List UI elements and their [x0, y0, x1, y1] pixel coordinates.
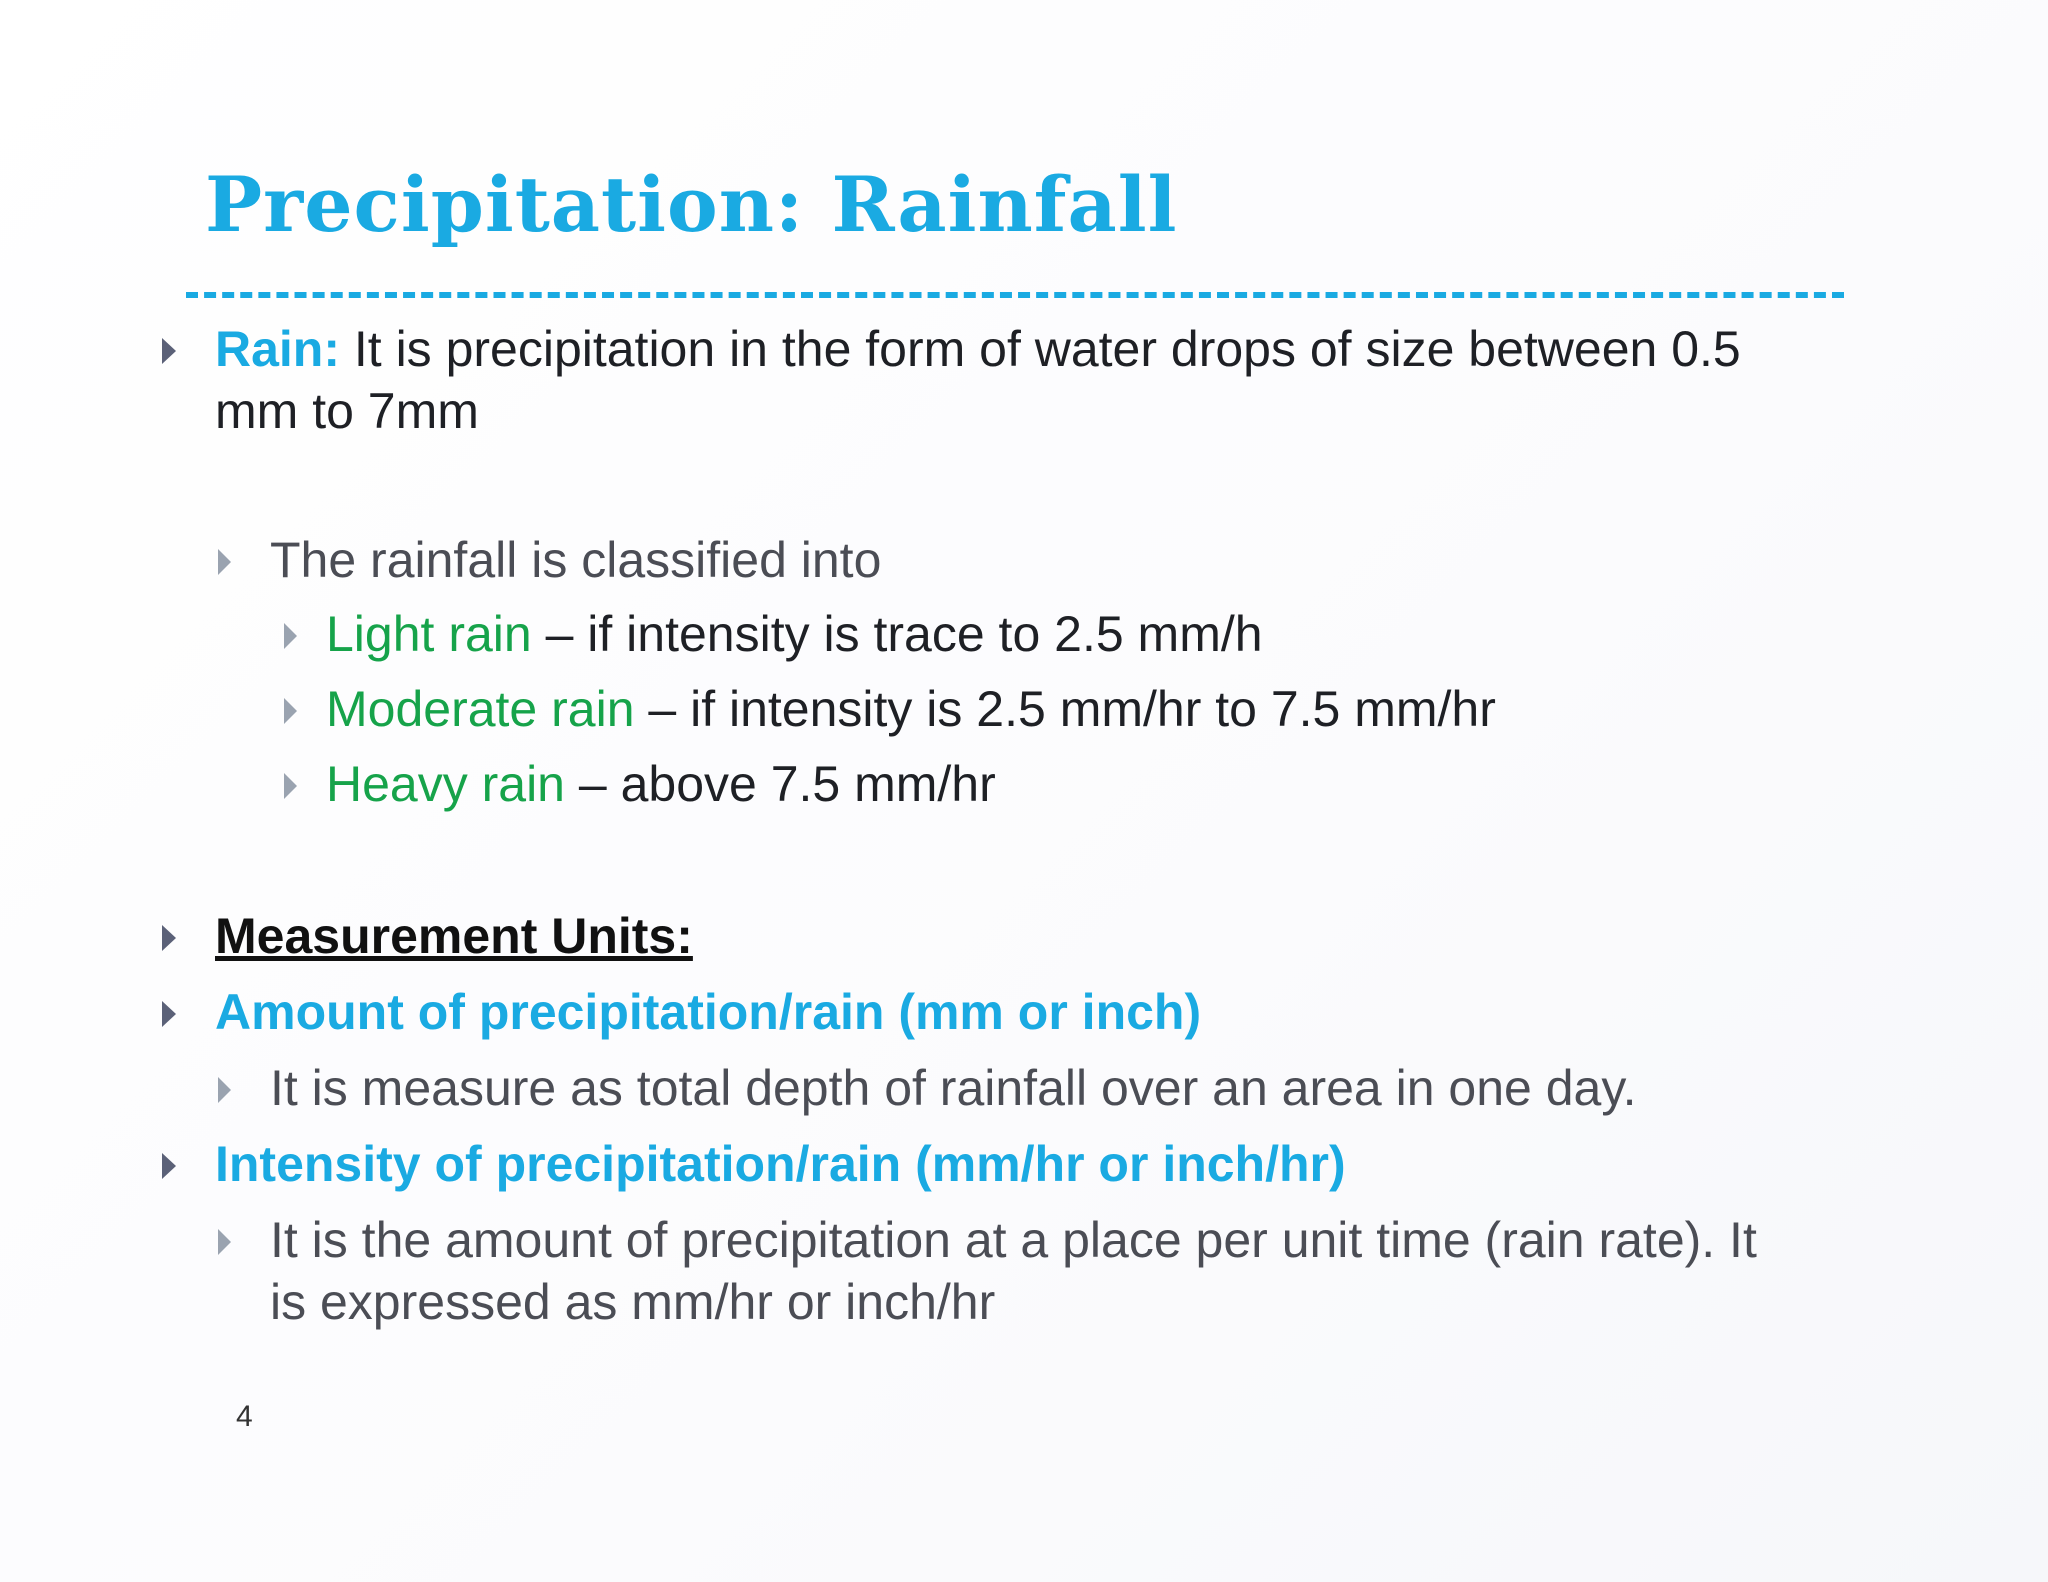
amount-detail: It is measure as total depth of rainfall over an area in one day.: [270, 1060, 1637, 1116]
rain-label: Rain:: [215, 321, 340, 377]
rain-definition-line1: [215, 320, 1741, 378]
triangle-right-icon: [284, 623, 297, 649]
triangle-right-icon: [218, 549, 231, 575]
light-rain-desc: – if intensity is trace to 2.5 mm/h: [531, 606, 1263, 662]
intensity-heading: Intensity of precipitation/rain (mm/hr or inch/hr): [215, 1136, 1346, 1192]
title-divider: [186, 292, 1844, 298]
term-light-rain: Light rain: [326, 606, 532, 662]
list-item-moderate-rain: [326, 680, 1496, 738]
page-number: 4: [236, 1400, 253, 1433]
triangle-right-icon: [218, 1077, 231, 1103]
measurement-units-heading: Measurement Units:: [215, 908, 693, 964]
intensity-detail-line1: It is the amount of precipitation at a place per unit time (rain rate). It: [270, 1212, 1757, 1268]
classified-intro: The rainfall is classified into: [270, 532, 882, 588]
triangle-right-icon: [162, 1153, 176, 1179]
triangle-right-icon: [162, 925, 176, 951]
heavy-rain-desc: – above 7.5 mm/hr: [565, 756, 996, 812]
moderate-rain-desc: – if intensity is 2.5 mm/hr to 7.5 mm/hr: [634, 681, 1496, 737]
triangle-right-icon: [162, 1001, 176, 1027]
triangle-right-icon: [218, 1229, 231, 1255]
rain-text: It is precipitation in the form of water drops of size between 0.5: [340, 321, 1741, 377]
triangle-right-icon: [284, 773, 297, 799]
term-moderate-rain: Moderate rain: [326, 681, 635, 737]
amount-heading: Amount of precipitation/rain (mm or inch): [215, 984, 1202, 1040]
intensity-detail-line2: is expressed as mm/hr or inch/hr: [270, 1274, 996, 1330]
triangle-right-icon: [162, 338, 176, 364]
list-item-heavy-rain: [326, 755, 996, 813]
rain-definition-line2: mm to 7mm: [215, 383, 479, 439]
list-item-light-rain: [326, 605, 1263, 663]
term-heavy-rain: Heavy rain: [326, 756, 565, 812]
triangle-right-icon: [284, 698, 297, 724]
slide-title: Precipitation: Rainfall: [205, 160, 1178, 249]
